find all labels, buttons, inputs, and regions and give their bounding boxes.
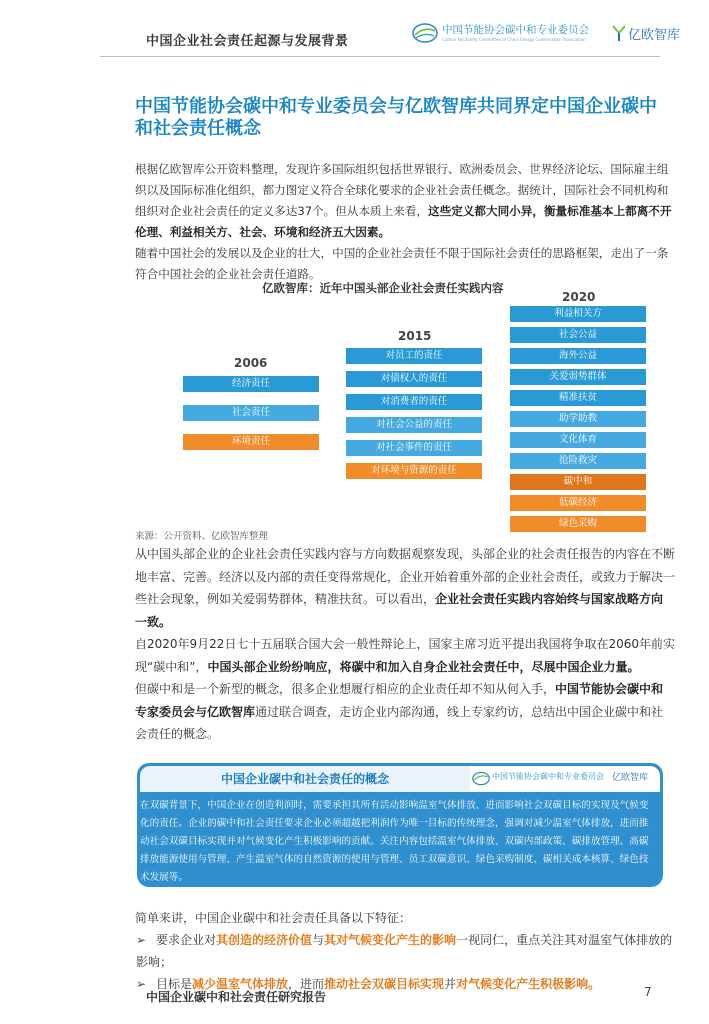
analysis-text-c: 自2020年9月22日七十五届联合国大会一般性辩论上，国家主席习近平提出我国将争取在2060年前实现“碳中和”， <box>135 637 675 674</box>
b2-a: 目标是 <box>156 977 193 991</box>
chart-title: 亿欧智库：近年中国头部企业社会责任实践内容 <box>262 281 504 295</box>
page-title: 中国节能协会碳中和专业委员会与亿欧智库共同界定中国企业碳中和社会责任概念 <box>135 96 657 139</box>
concept-logo-cnc: 中国节能协会碳中和专业委员会 <box>492 772 604 781</box>
chart-item: 对员工的责任 <box>346 348 482 364</box>
b1-e: 一视同仁，重点关注其对温室气体排放的影响； <box>136 933 673 969</box>
arrow-bullet-icon: ➢ <box>136 977 147 991</box>
bullet-item-1 <box>136 929 676 973</box>
chart-year-2015: 2015 <box>398 329 432 343</box>
header-divider <box>100 56 660 57</box>
chart-item: 精准扶贫 <box>510 390 646 406</box>
chart-item: 环境责任 <box>183 434 319 450</box>
chart-source: 来源：公开资料、亿欧智库整理 <box>135 531 269 542</box>
chart-item: 关爱弱势群体 <box>510 369 646 385</box>
chart-year-2006: 2006 <box>234 356 268 370</box>
chart-item: 利益相关方 <box>510 306 646 322</box>
analysis-paragraph <box>135 543 675 746</box>
chart-item: 绿色采购 <box>510 516 646 532</box>
chart-item: 低碳经济 <box>510 495 646 511</box>
concept-logo-yiou: 亿欧智库 <box>612 773 649 783</box>
chart-item: 海外公益 <box>510 348 646 364</box>
analysis-text-d: 中国头部企业纷纷响应，将碳中和加入自身企业社会责任中，尽展中国企业力量。 <box>207 659 640 674</box>
analysis-text-b: 企业社会责任实践内容始终与国家战略方向一致。 <box>135 592 664 629</box>
chart-item: 助学助教 <box>510 411 646 427</box>
chart-item: 对社会事件的责任 <box>346 440 482 456</box>
cnc-logo-text: 中国节能协会碳中和专业委员会 <box>442 24 589 36</box>
b2-b: 减少温室气体排放 <box>192 977 289 991</box>
chart-item: 碳中和 <box>510 474 646 490</box>
yiou-logo-text: 亿欧智库 <box>628 28 681 43</box>
b2-d: 推动社会双碳目标实现 <box>324 977 445 991</box>
chart-item: 抢险救灾 <box>510 453 646 469</box>
concept-title: 中国企业碳中和社会责任的概念 <box>220 772 389 786</box>
yiou-mark-icon <box>612 24 626 42</box>
b1-c: 与 <box>312 933 325 947</box>
summary-lead: 简单来讲，中国企业碳中和社会责任具备以下特征： <box>135 911 412 925</box>
yiou-logo <box>612 22 692 46</box>
analysis-text-f: 中国节能协会碳中和专家委员会与亿欧智库 <box>135 682 664 719</box>
analysis-text-g: 通过联合调查，走访企业内部沟通，线上专家约访，总结出中国企业碳中和社会责任的概念。 <box>135 704 664 741</box>
analysis-text-e: 但碳中和是一个新型的概念，很多企业想履行相应的企业责任却不知从何入手， <box>135 682 556 696</box>
section-header-title: 中国企业社会责任起源与发展背景 <box>146 34 349 49</box>
intro-paragraph <box>135 159 675 285</box>
chart-item: 社会公益 <box>510 327 646 343</box>
intro-text-a: 根据亿欧智库公开资料整理，发现许多国际组织包括世界银行、欧洲委员会、世界经济论坛、国际雇主组织以及国际标准化组织，都力图定义符合全球化要求的企业社会责任概念。据统计，国际社会不同机构和组织对企业社会责任的定义多达37个。但从本质上来看， <box>135 162 669 218</box>
intro-text-bold: 这些定义都大同小异，衡量标准基本上都离不开伦理、利益相关方、社会、环境和经济五大因素。 <box>135 204 672 239</box>
chart-item: 对消费者的责任 <box>346 394 482 410</box>
concept-body: 在双碳背景下，中国企业在创造利润时，需要承担其所有活动影响温室气体排放、进而影响社会双碳目标的实现及气候变化的责任。企业的碳中和社会责任要求企业必须超越把利润作为唯一目标的传统理念，强调对减少温室气体排放，进而推动社会双碳目标实现并对气候变化产生积极影响的贡献。关注内容包括温室气体排放、双碳内部政策、碳排放管理、高碳排放能源使用与管理、产生温室气体的自然资源的使用与管理、员工双碳意识、绿色采购制度、碳相关成本核算、绿色技术发展等。 <box>140 800 649 883</box>
b1-b: 其创造的经济价值 <box>216 933 313 947</box>
globe-icon <box>412 22 438 44</box>
b2-c: ，进而 <box>288 977 325 991</box>
analysis-text-a: 从中国头部企业的企业社会责任实践内容与方向数据观察发现，头部企业的社会责任报告的内容在不断地丰富、完善。经济以及内部的责任变得常规化，企业开始着重外部的企业社会责任，或致力于解决一些社会现象，例如关爱弱势群体，精准扶贫。可以看出， <box>135 547 676 606</box>
b1-d: 其对气候变化产生的影响 <box>324 933 457 947</box>
b2-f: 对气候变化产生积极影响。 <box>456 977 601 991</box>
intro-text-c: 随着中国社会的发展以及企业的壮大，中国的企业社会责任不限于国际社会责任的思路框架，走出了一条符合中国社会的企业社会责任道路。 <box>135 246 669 281</box>
chart-item: 对社会公益的责任 <box>346 417 482 433</box>
cnc-logo <box>412 20 612 48</box>
chart-year-2020: 2020 <box>562 290 596 304</box>
footer-report-title: 中国企业碳中和社会责任研究报告 <box>146 990 327 1004</box>
chart-item: 社会责任 <box>183 405 319 421</box>
page-number: 7 <box>644 985 652 999</box>
globe-icon <box>472 771 490 786</box>
chart-item: 对环境与资源的责任 <box>346 463 482 479</box>
chart-item: 文化体育 <box>510 432 646 448</box>
b1-a: 要求企业对 <box>156 933 217 947</box>
chart-item: 经济责任 <box>183 376 319 392</box>
concept-logos <box>470 766 660 792</box>
arrow-bullet-icon: ➢ <box>136 933 147 947</box>
b2-e: 并 <box>444 977 457 991</box>
chart-item: 对债权人的责任 <box>346 371 482 387</box>
cnc-logo-subtext: Carbon Neutrality Committee of China Energy Conservation Association <box>442 37 586 42</box>
